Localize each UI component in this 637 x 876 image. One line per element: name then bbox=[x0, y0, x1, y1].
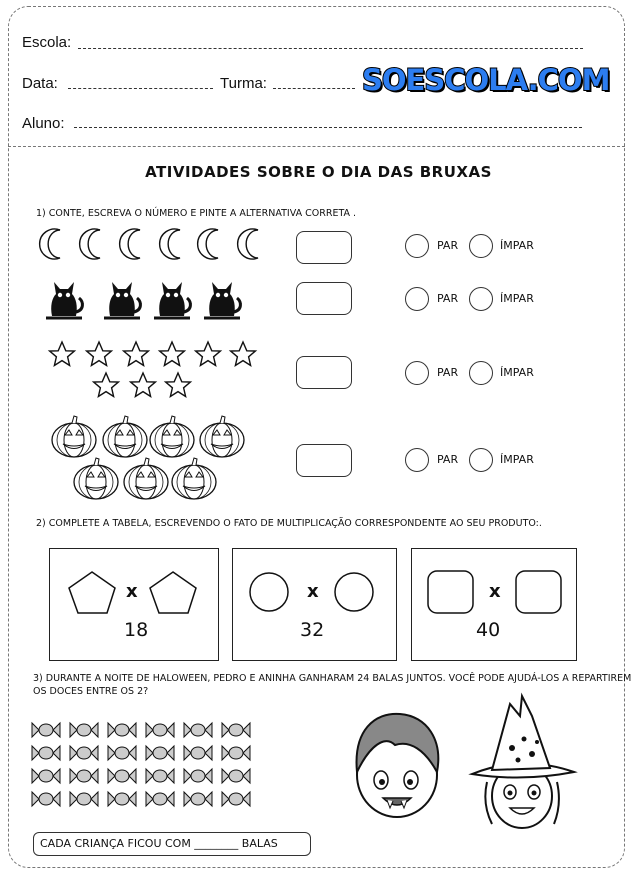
q1-even-option-3[interactable] bbox=[405, 361, 429, 385]
circle-icon bbox=[335, 573, 373, 611]
mult-box-1[interactable] bbox=[49, 548, 219, 661]
times-symbol: x bbox=[489, 581, 501, 602]
candy-icon bbox=[146, 769, 174, 783]
candy-icon bbox=[32, 723, 60, 737]
q1-odd-option-2[interactable] bbox=[469, 287, 493, 311]
candy-icon bbox=[32, 746, 60, 760]
page-title: ATIVIDADES SOBRE O DIA DAS BRUXAS bbox=[145, 163, 492, 181]
odd-label: ÍMPAR bbox=[500, 366, 534, 379]
mult-box-3[interactable] bbox=[411, 548, 577, 661]
product-3: 40 bbox=[476, 619, 501, 641]
q1-answer-box-stars[interactable] bbox=[296, 356, 352, 389]
school-label: Escola: bbox=[22, 34, 72, 51]
candy-icon bbox=[184, 792, 212, 806]
q2-instruction: 2) COMPLETE A TABELA, ESCREVENDO O FATO DE MULTIPLICAÇÃO CORRESPONDENTE AO SEU PRODUTO:. bbox=[36, 518, 542, 529]
q1-answer-box-cats[interactable] bbox=[296, 282, 352, 315]
candy-icon bbox=[70, 746, 98, 760]
soescola-logo: SOESCOLA.COM bbox=[362, 63, 610, 97]
candy-icon bbox=[222, 769, 250, 783]
product-1: 18 bbox=[124, 619, 149, 641]
witch-illustration bbox=[462, 694, 582, 834]
q1-even-option-2[interactable] bbox=[405, 287, 429, 311]
candy-icon bbox=[108, 792, 136, 806]
candy-icon bbox=[108, 746, 136, 760]
mult-box-2[interactable] bbox=[232, 548, 397, 661]
q1-odd-option-4[interactable] bbox=[469, 448, 493, 472]
q1-answer-box-pumpkins[interactable] bbox=[296, 444, 352, 477]
pentagon-icon bbox=[69, 572, 115, 613]
pentagon-icon bbox=[150, 572, 196, 613]
product-2: 32 bbox=[300, 619, 325, 641]
candy-icon bbox=[70, 769, 98, 783]
q1-odd-option-1[interactable] bbox=[469, 234, 493, 258]
times-symbol: x bbox=[307, 581, 319, 602]
circle-icon bbox=[250, 573, 288, 611]
candy-icon bbox=[222, 746, 250, 760]
candy-icon bbox=[32, 769, 60, 783]
candy-icon bbox=[146, 746, 174, 760]
rounded-square-icon bbox=[428, 571, 473, 613]
odd-label: ÍMPAR bbox=[500, 453, 534, 466]
q1-even-option-4[interactable] bbox=[405, 448, 429, 472]
candy-icon bbox=[70, 792, 98, 806]
candy-grid bbox=[32, 718, 272, 818]
candy-icon bbox=[108, 769, 136, 783]
q1-answer-box-moons[interactable] bbox=[296, 231, 352, 264]
candy-icon bbox=[108, 723, 136, 737]
even-label: PAR bbox=[437, 239, 459, 252]
q1-odd-option-3[interactable] bbox=[469, 361, 493, 385]
candy-icon bbox=[222, 723, 250, 737]
q1-instruction: 1) CONTE, ESCREVA O NÚMERO E PINTE A ALTERNATIVA CORRETA . bbox=[36, 208, 357, 219]
q3-instruction-line2: OS DOCES ENTRE OS 2? bbox=[33, 686, 149, 697]
candy-icon bbox=[70, 723, 98, 737]
candy-icon bbox=[222, 792, 250, 806]
date-label: Data: bbox=[22, 75, 58, 92]
candy-icon bbox=[146, 792, 174, 806]
candy-icon bbox=[184, 769, 212, 783]
class-label: Turma: bbox=[220, 75, 267, 92]
q3-instruction-line1: 3) DURANTE A NOITE DE HALOWEEN, PEDRO E ANINHA GANHARAM 24 BALAS JUNTOS. VOCÊ PODE AJUDÁ-LOS A REPARTIREM bbox=[33, 673, 632, 684]
vampire-illustration bbox=[345, 700, 465, 830]
q1-even-option-1[interactable] bbox=[405, 234, 429, 258]
answer-statement[interactable]: CADA CRIANÇA FICOU COM ________ BALAS bbox=[33, 832, 311, 856]
even-label: PAR bbox=[437, 366, 459, 379]
odd-label: ÍMPAR bbox=[500, 292, 534, 305]
odd-label: ÍMPAR bbox=[500, 239, 534, 252]
even-label: PAR bbox=[437, 453, 459, 466]
student-label: Aluno: bbox=[22, 115, 65, 132]
candy-icon bbox=[146, 723, 174, 737]
candy-icon bbox=[32, 792, 60, 806]
times-symbol: x bbox=[126, 581, 138, 602]
candy-icon bbox=[184, 723, 212, 737]
even-label: PAR bbox=[437, 292, 459, 305]
rounded-square-icon bbox=[516, 571, 561, 613]
candy-icon bbox=[184, 746, 212, 760]
